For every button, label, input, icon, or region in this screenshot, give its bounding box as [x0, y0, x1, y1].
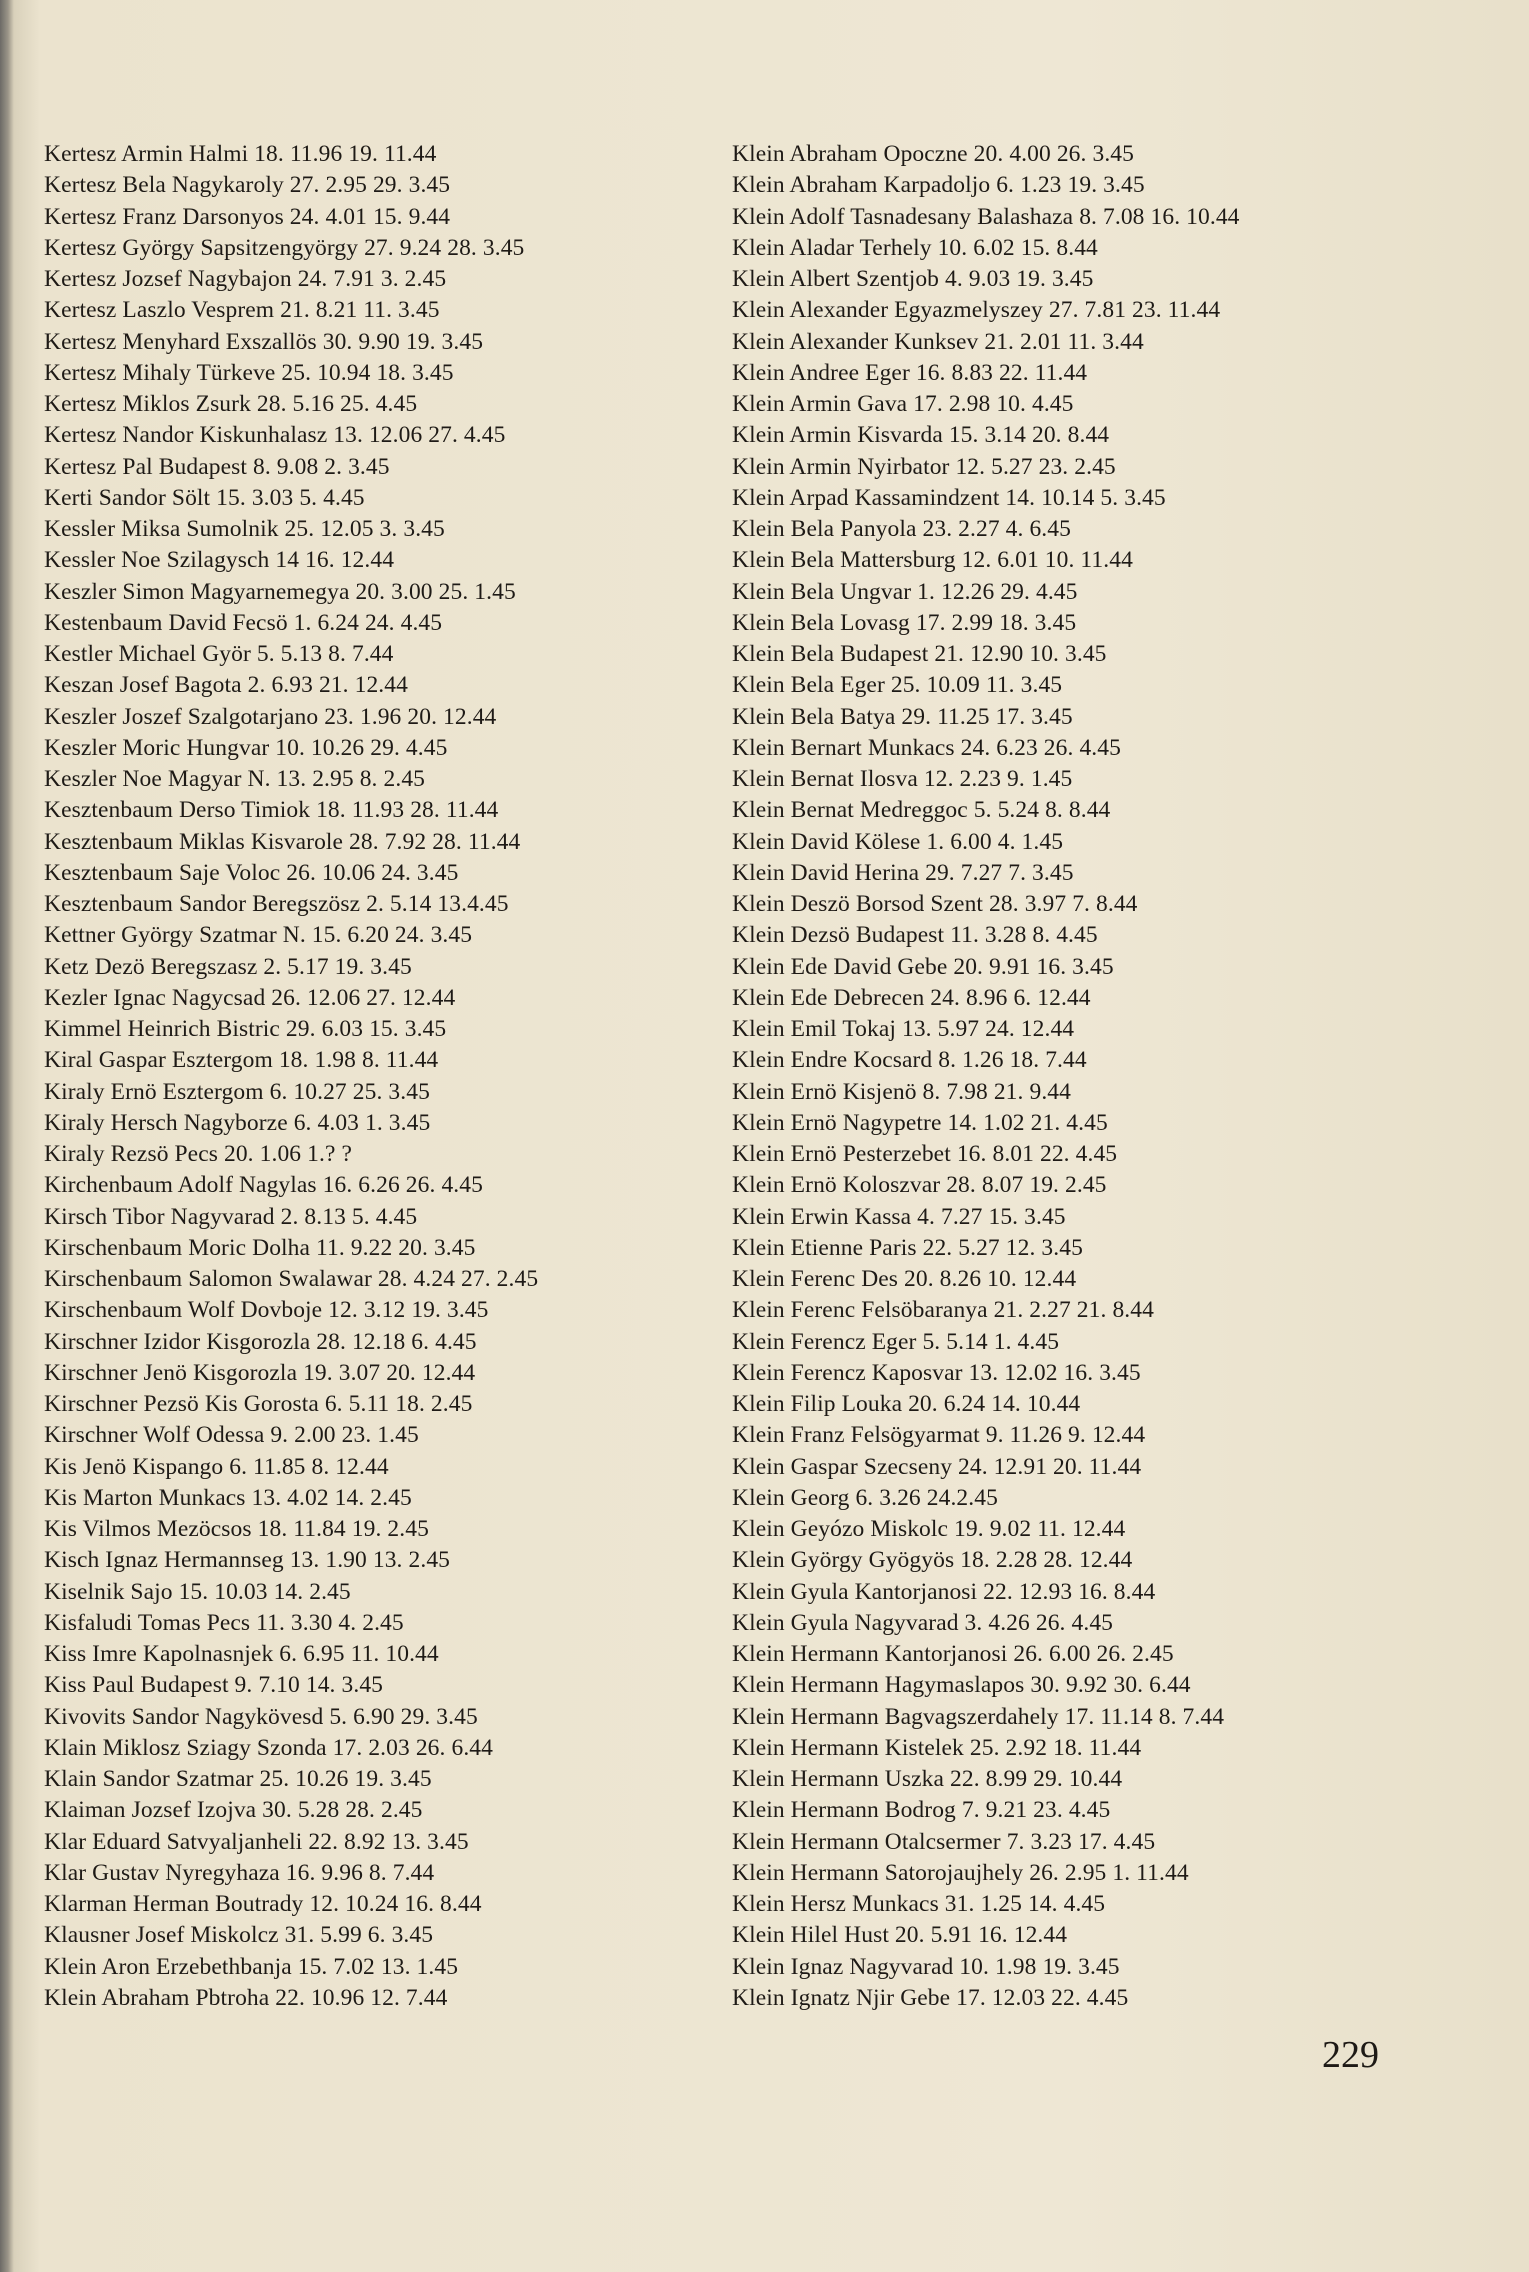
list-item: Klein Abraham Karpadoljo 6. 1.23 19. 3.45 [732, 172, 1145, 199]
list-item: Klein Hermann Kistelek 25. 2.92 18. 11.44 [732, 1734, 1142, 1761]
list-item: Klein Aladar Terhely 10. 6.02 15. 8.44 [732, 234, 1098, 261]
list-item: Klein David Kölese 1. 6.00 4. 1.45 [732, 828, 1064, 855]
list-item: Kestler Michael Györ 5. 5.13 8. 7.44 [44, 641, 394, 667]
list-item: Klein Ignaz Nagyvarad 10. 1.98 19. 3.45 [732, 1953, 1120, 1980]
list-item: Klein Bela Lovasg 17. 2.99 18. 3.45 [732, 609, 1077, 636]
list-item: Klein Ernö Koloszvar 28. 8.07 19. 2.45 [732, 1172, 1107, 1199]
list-item: Kiss Imre Kapolnasnjek 6. 6.95 11. 10.44 [44, 1641, 439, 1667]
list-item: Klein Bela Panyola 23. 2.27 4. 6.45 [732, 516, 1071, 542]
list-item: Klausner Josef Miskolcz 31. 5.99 6. 3.45 [44, 1922, 434, 1949]
list-item: Klein Emil Tokaj 13. 5.97 24. 12.44 [732, 1016, 1075, 1042]
list-item: Klein Ferencz Kaposvar 13. 12.02 16. 3.45 [732, 1359, 1141, 1386]
list-item: Klarman Herman Boutrady 12. 10.24 16. 8.44 [44, 1891, 482, 1917]
list-item: Klein Hermann Satorojaujhely 26. 2.95 1. 11.44 [732, 1859, 1189, 1886]
list-item: Klein Hermann Uszka 22. 8.99 29. 10.44 [732, 1766, 1123, 1792]
list-item: Klein Albert Szentjob 4. 9.03 19. 3.45 [732, 266, 1094, 292]
list-item: Ketz Dezö Beregszasz 2. 5.17 19. 3.45 [44, 953, 412, 980]
list-item: Klein Bela Mattersburg 12. 6.01 10. 11.44 [732, 547, 1133, 574]
list-item: Klein Ferencz Eger 5. 5.14 1. 4.45 [732, 1328, 1060, 1355]
list-item: Kirschenbaum Wolf Dovboje 12. 3.12 19. 3.45 [44, 1297, 489, 1324]
list-item: Klein Aron Erzebethbanja 15. 7.02 13. 1.45 [44, 1953, 459, 1980]
list-item: Kertesz Bela Nagykaroly 27. 2.95 29. 3.45 [44, 172, 451, 199]
right-column [732, 139, 1452, 2014]
list-item: Kis Jenö Kispango 6. 11.85 8. 12.44 [44, 1453, 389, 1480]
list-item: Kiraly Rezsö Pecs 20. 1.06 1.? ? [44, 1141, 352, 1167]
list-item: Klein Hermann Hagymaslapos 30. 9.92 30. 6.44 [732, 1672, 1191, 1699]
list-item: Klein Hermann Otalcsermer 7. 3.23 17. 4.45 [732, 1828, 1156, 1855]
list-item: Kessler Miksa Sumolnik 25. 12.05 3. 3.45 [44, 516, 445, 542]
list-item: Kirschner Izidor Kisgorozla 28. 12.18 6. 4.45 [44, 1328, 477, 1355]
list-item: Kirsch Tibor Nagyvarad 2. 8.13 5. 4.45 [44, 1203, 418, 1230]
list-item: Klein Ferenc Felsöbaranya 21. 2.27 21. 8.44 [732, 1297, 1154, 1324]
list-item: Klein Abraham Pbtroha 22. 10.96 12. 7.44 [44, 1984, 448, 2011]
list-item: Klein Hilel Hust 20. 5.91 16. 12.44 [732, 1922, 1068, 1949]
list-item: Kettner György Szatmar N. 15. 6.20 24. 3.45 [44, 922, 473, 949]
list-item: Klein Armin Kisvarda 15. 3.14 20. 8.44 [732, 422, 1110, 449]
list-item: Kirschner Pezsö Kis Gorosta 6. 5.11 18. 2.45 [44, 1391, 473, 1417]
list-item: Kimmel Heinrich Bistric 29. 6.03 15. 3.45 [44, 1016, 447, 1042]
list-item: Klein Geyózo Miskolc 19. 9.02 11. 12.44 [732, 1516, 1126, 1542]
list-item: Kesztenbaum Miklas Kisvarole 28. 7.92 28. 11.44 [44, 828, 521, 855]
list-item: Kirchenbaum Adolf Nagylas 16. 6.26 26. 4.45 [44, 1172, 483, 1199]
list-item: Kesztenbaum Derso Timiok 18. 11.93 28. 11.44 [44, 797, 499, 824]
list-item: Kis Marton Munkacs 13. 4.02 14. 2.45 [44, 1484, 412, 1511]
list-item: Klein Ernö Pesterzebet 16. 8.01 22. 4.45 [732, 1141, 1118, 1167]
list-item: Kirschner Wolf Odessa 9. 2.00 23. 1.45 [44, 1422, 419, 1449]
list-item: Klein Bela Ungvar 1. 12.26 29. 4.45 [732, 578, 1078, 605]
list-item: Klein Ede David Gebe 20. 9.91 16. 3.45 [732, 953, 1114, 980]
list-item: Keszler Joszef Szalgotarjano 23. 1.96 20. 12.44 [44, 703, 497, 730]
list-item: Klein György Gyögyös 18. 2.28 28. 12.44 [732, 1547, 1133, 1574]
list-item: Klein Gyula Nagyvarad 3. 4.26 26. 4.45 [732, 1609, 1114, 1636]
list-item: Klein Bernart Munkacs 24. 6.23 26. 4.45 [732, 734, 1121, 761]
list-item: Klein Ernö Kisjenö 8. 7.98 21. 9.44 [732, 1078, 1071, 1105]
list-item: Klain Miklosz Sziagy Szonda 17. 2.03 26. 6.44 [44, 1734, 494, 1761]
list-item: Kirschenbaum Moric Dolha 11. 9.22 20. 3.45 [44, 1234, 476, 1261]
list-item: Kertesz Nandor Kiskunhalasz 13. 12.06 27. 4.45 [44, 422, 506, 449]
list-item: Kiss Paul Budapest 9. 7.10 14. 3.45 [44, 1672, 384, 1699]
list-item: Klein Andree Eger 16. 8.83 22. 11.44 [732, 359, 1088, 386]
list-item: Klein Gyula Kantorjanosi 22. 12.93 16. 8.44 [732, 1578, 1156, 1605]
list-item: Kisfaludi Tomas Pecs 11. 3.30 4. 2.45 [44, 1609, 404, 1636]
list-item: Kirschenbaum Salomon Swalawar 28. 4.24 27. 2.45 [44, 1266, 539, 1292]
list-item: Kertesz Armin Halmi 18. 11.96 19. 11.44 [44, 141, 437, 167]
list-item: Klein Etienne Paris 22. 5.27 12. 3.45 [732, 1234, 1083, 1261]
list-item: Klein Hermann Kantorjanosi 26. 6.00 26. 2.45 [732, 1641, 1174, 1667]
list-item: Klein David Herina 29. 7.27 7. 3.45 [732, 859, 1074, 886]
list-item: Kisch Ignaz Hermannseg 13. 1.90 13. 2.45 [44, 1547, 451, 1574]
list-item: Kertesz Menyhard Exszallös 30. 9.90 19. 3.45 [44, 328, 484, 355]
list-item: Kertesz Franz Darsonyos 24. 4.01 15. 9.44 [44, 203, 451, 230]
list-item: Kiraly Ernö Esztergom 6. 10.27 25. 3.45 [44, 1078, 430, 1105]
list-item: Kirschner Jenö Kisgorozla 19. 3.07 20. 12.44 [44, 1359, 476, 1386]
list-item: Kertesz György Sapsitzengyörgy 27. 9.24 28. 3.45 [44, 234, 525, 261]
list-item: Kezler Ignac Nagycsad 26. 12.06 27. 12.44 [44, 984, 456, 1011]
list-item: Kivovits Sandor Nagykövesd 5. 6.90 29. 3.45 [44, 1703, 478, 1730]
list-item: Kesztenbaum Sandor Beregszösz 2. 5.14 13.4.45 [44, 891, 509, 917]
list-item: Klein Ignatz Njir Gebe 17. 12.03 22. 4.45 [732, 1984, 1129, 2011]
list-item: Klein Bernat Ilosva 12. 2.23 9. 1.45 [732, 766, 1073, 792]
list-item: Klein Ernö Nagypetre 14. 1.02 21. 4.45 [732, 1109, 1108, 1136]
list-item: Klar Gustav Nyregyhaza 16. 9.96 8. 7.44 [44, 1859, 435, 1886]
list-item: Klein Bela Eger 25. 10.09 11. 3.45 [732, 672, 1063, 699]
list-item: Klar Eduard Satvyaljanheli 22. 8.92 13. 3.45 [44, 1828, 469, 1855]
list-item: Klein Bernat Medreggoc 5. 5.24 8. 8.44 [732, 797, 1111, 824]
list-item: Klein Filip Louka 20. 6.24 14. 10.44 [732, 1391, 1081, 1417]
list-item: Klein Ferenc Des 20. 8.26 10. 12.44 [732, 1266, 1077, 1292]
list-item: Kiral Gaspar Esztergom 18. 1.98 8. 11.44 [44, 1047, 439, 1074]
list-item: Kestenbaum David Fecsö 1. 6.24 24. 4.45 [44, 609, 443, 636]
list-item: Klein Endre Kocsard 8. 1.26 18. 7.44 [732, 1047, 1087, 1074]
list-item: Klein Armin Nyirbator 12. 5.27 23. 2.45 [732, 453, 1116, 480]
list-item: Kesztenbaum Saje Voloc 26. 10.06 24. 3.45 [44, 859, 459, 886]
list-item: Kessler Noe Szilagysch 14 16. 12.44 [44, 547, 395, 574]
left-column [44, 139, 704, 2014]
list-item: Klein Georg 6. 3.26 24.2.45 [732, 1484, 998, 1511]
list-item: Klein Deszö Borsod Szent 28. 3.97 7. 8.44 [732, 891, 1138, 917]
list-item: Klein Alexander Kunksev 21. 2.01 11. 3.44 [732, 328, 1144, 355]
list-item: Keszler Moric Hungvar 10. 10.26 29. 4.45 [44, 734, 448, 761]
list-item: Klein Bela Batya 29. 11.25 17. 3.45 [732, 703, 1073, 730]
list-item: Klein Arpad Kassamindzent 14. 10.14 5. 3.45 [732, 484, 1166, 511]
list-item: Kertesz Laszlo Vesprem 21. 8.21 11. 3.45 [44, 297, 440, 324]
list-item: Klein Franz Felsögyarmat 9. 11.26 9. 12.44 [732, 1422, 1146, 1449]
list-item: Klein Hermann Bagvagszerdahely 17. 11.14 8. 7.44 [732, 1703, 1225, 1730]
list-item: Klein Adolf Tasnadesany Balashaza 8. 7.08 16. 10.44 [732, 203, 1240, 230]
list-item: Klein Hermann Bodrog 7. 9.21 23. 4.45 [732, 1797, 1111, 1824]
list-item: Kertesz Pal Budapest 8. 9.08 2. 3.45 [44, 453, 390, 480]
list-item: Keszler Simon Magyarnemegya 20. 3.00 25. 1.45 [44, 578, 516, 605]
list-item: Kerti Sandor Sölt 15. 3.03 5. 4.45 [44, 484, 365, 511]
page-number: 229 [1322, 2034, 1379, 2076]
list-item: Kertesz Jozsef Nagybajon 24. 7.91 3. 2.45 [44, 266, 447, 292]
list-item: Kertesz Miklos Zsurk 28. 5.16 25. 4.45 [44, 391, 418, 417]
list-item: Klein Dezsö Budapest 11. 3.28 8. 4.45 [732, 922, 1098, 949]
list-item: Keszan Josef Bagota 2. 6.93 21. 12.44 [44, 672, 408, 699]
list-item: Klein Ede Debrecen 24. 8.96 6. 12.44 [732, 984, 1091, 1011]
list-item: Klein Bela Budapest 21. 12.90 10. 3.45 [732, 641, 1107, 667]
list-item: Keszler Noe Magyar N. 13. 2.95 8. 2.45 [44, 766, 426, 792]
list-item: Klaiman Jozsef Izojva 30. 5.28 28. 2.45 [44, 1797, 423, 1824]
list-item: Klein Gaspar Szecseny 24. 12.91 20. 11.44 [732, 1453, 1142, 1480]
list-item: Klein Erwin Kassa 4. 7.27 15. 3.45 [732, 1203, 1066, 1230]
list-item: Klain Sandor Szatmar 25. 10.26 19. 3.45 [44, 1766, 432, 1792]
list-item: Klein Hersz Munkacs 31. 1.25 14. 4.45 [732, 1891, 1106, 1917]
list-item: Klein Abraham Opoczne 20. 4.00 26. 3.45 [732, 141, 1135, 167]
list-item: Kis Vilmos Mezöcsos 18. 11.84 19. 2.45 [44, 1516, 429, 1542]
list-item: Klein Armin Gava 17. 2.98 10. 4.45 [732, 391, 1074, 417]
list-item: Klein Alexander Egyazmelyszey 27. 7.81 23. 11.44 [732, 297, 1221, 324]
list-item: Kiselnik Sajo 15. 10.03 14. 2.45 [44, 1578, 351, 1605]
list-item: Kiraly Hersch Nagyborze 6. 4.03 1. 3.45 [44, 1109, 431, 1136]
list-item: Kertesz Mihaly Türkeve 25. 10.94 18. 3.45 [44, 359, 454, 386]
